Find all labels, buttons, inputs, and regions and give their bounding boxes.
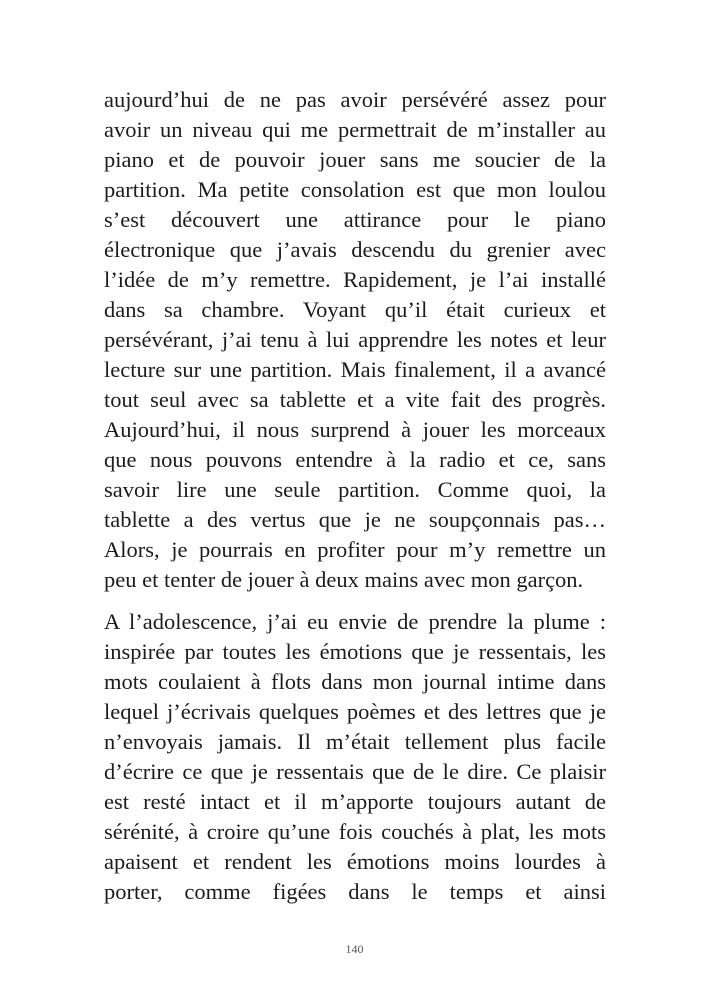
text-line: porter, comme figées dans le temps et ainsi xyxy=(104,879,606,904)
page-number: 140 xyxy=(345,942,364,956)
text-line: électronique que j’avais descendu du grenier avec xyxy=(104,237,606,262)
text-line: que nous pouvons entendre à la radio et ce, sans xyxy=(104,447,606,472)
text-line: partition. Ma petite consolation est que mon loulou xyxy=(104,177,606,202)
text-line: tout seul avec sa tablette et a vite fait des progrès. xyxy=(104,387,606,412)
text-line: lequel j’écrivais quelques poèmes et des lettres que je xyxy=(104,699,606,724)
text-line: l’idée de m’y remettre. Rapidement, je l’ai installé xyxy=(104,267,606,292)
text-line: lecture sur une partition. Mais finalement, il a avancé xyxy=(104,357,606,382)
text-line: Aujourd’hui, il nous surprend à jouer les morceaux xyxy=(104,417,606,442)
text-line: apaisent et rendent les émotions moins lourdes à xyxy=(104,849,606,874)
text-line: avoir un niveau qui me permettrait de m’installer au xyxy=(104,117,606,142)
text-line: peu et tenter de jouer à deux mains avec mon garçon. xyxy=(104,567,584,592)
text-line: s’est découvert une attirance pour le piano xyxy=(104,207,606,232)
text-line: sérénité, à croire qu’une fois couchés à plat, les mots xyxy=(104,819,606,844)
text-line: persévérant, j’ai tenu à lui apprendre les notes et leur xyxy=(104,327,606,352)
text-line: piano et de pouvoir jouer sans me soucier de la xyxy=(104,147,606,172)
text-line: A l’adolescence, j’ai eu envie de prendre la plume : xyxy=(104,609,606,634)
text-line: n’envoyais jamais. Il m’était tellement plus facile xyxy=(104,729,606,754)
text-line: est resté intact et il m’apporte toujours autant de xyxy=(104,789,606,814)
text-line: aujourd’hui de ne pas avoir persévéré assez pour xyxy=(104,87,606,112)
text-line: savoir lire une seule partition. Comme quoi, la xyxy=(104,477,606,502)
text-line: inspirée par toutes les émotions que je ressentais, les xyxy=(104,639,606,664)
text-line: tablette a des vertus que je ne soupçonnais pas… xyxy=(104,507,606,532)
text-line: mots coulaient à flots dans mon journal intime dans xyxy=(104,669,606,694)
text-line: d’écrire ce que je ressentais que de le dire. Ce plaisir xyxy=(104,759,606,784)
text-line: Alors, je pourrais en profiter pour m’y remettre un xyxy=(104,537,606,562)
paragraph-1 xyxy=(104,85,606,595)
text-line: dans sa chambre. Voyant qu’il était curieux et xyxy=(104,297,606,322)
paragraph-2 xyxy=(104,607,606,907)
